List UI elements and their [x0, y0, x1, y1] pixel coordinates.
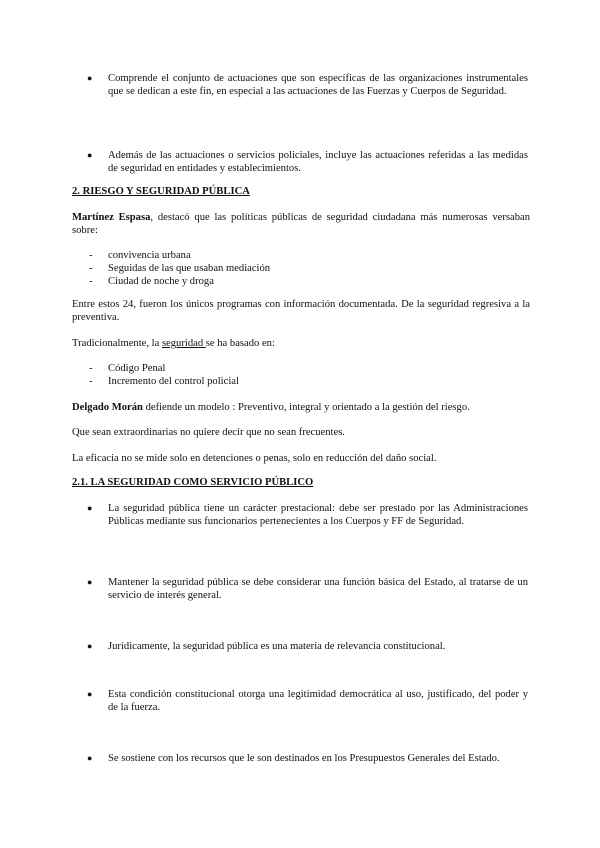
- bullet-text-3: La seguridad pública tiene un carácter prestacional: debe ser prestado por las Administraciones Públicas mediante sus funcionarios pertenecientes a los Cuerpos y FF de Seguridad.: [108, 503, 528, 527]
- dash-marker: -: [89, 276, 93, 287]
- list-item: Seguidas de las que usaban mediación: [108, 263, 271, 274]
- paragraph-entre: Entre estos 24, fueron los únicos programas con información documentada. De la seguridad regresiva a la preventiva.: [72, 299, 530, 323]
- dash-marker: -: [89, 263, 93, 274]
- paragraph-extraordinarias: Que sean extraordinarias no quiere decir que no sean frecuentes.: [72, 427, 345, 438]
- paragraph-tradicional: [72, 337, 530, 350]
- bullet-text-2: Además de las actuaciones o servicios policiales, incluye las actuaciones referidas a las medidas de seguridad en entidades y establecimientos.: [108, 150, 528, 174]
- paragraph-delgado: [72, 401, 530, 414]
- text-after: se ha basado en:: [205, 338, 275, 349]
- dash-marker: -: [89, 363, 93, 374]
- bullet-marker: ●: [87, 503, 93, 513]
- bullet-text-1: Comprende el conjunto de actuaciones que son específicas de las organizaciones instrumentales que se dedican a este fin, en especial a las actuaciones de las Fuerzas y Cuerpos de Seguridad.: [108, 73, 528, 97]
- bullet-text-6: Esta condición constitucional otorga una legitimidad democrática al uso, justificado, del poder y de la fuerza.: [108, 689, 528, 713]
- bullet-marker: ●: [87, 689, 93, 699]
- paragraph-text: , destacó que las políticas públicas de seguridad ciudadana más numerosas versaban sobre:: [72, 212, 531, 236]
- author-name: Martínez Espasa: [72, 212, 151, 223]
- bullet-marker: ●: [87, 577, 93, 587]
- author-name: Delgado Morán: [72, 402, 143, 413]
- bullet-text-4: Mantener la seguridad pública se debe considerar una función básica del Estado, al tratarse de un servicio de interés general.: [108, 577, 528, 601]
- dash-marker: -: [89, 250, 93, 261]
- bullet-marker: ●: [87, 753, 93, 763]
- dash-marker: -: [89, 376, 93, 387]
- section-heading-2: 2. RIESGO Y SEGURIDAD PÚBLICA: [72, 186, 250, 197]
- bullet-marker: ●: [87, 150, 93, 160]
- bullet-text-7: Se sostiene con los recursos que le son destinados en los Presupuestos Generales del Estado.: [108, 753, 500, 764]
- bullet-text-5: Jurídicamente, la seguridad pública es una materia de relevancia constitucional.: [108, 641, 446, 652]
- list-item: Ciudad de noche y droga: [108, 276, 214, 287]
- paragraph-martinez: [72, 211, 530, 237]
- paragraph-eficacia: La eficacia no se mide solo en detenciones o penas, solo en reducción del daño social.: [72, 453, 437, 464]
- underlined-term: seguridad: [161, 338, 206, 349]
- text-before: Tradicionalmente, la: [72, 338, 162, 349]
- list-item: Código Penal: [108, 363, 166, 374]
- paragraph-text: defiende un modelo : Preventivo, integral y orientado a la gestión del riesgo.: [142, 402, 470, 413]
- section-heading-2-1: 2.1. LA SEGURIDAD COMO SERVICIO PÚBLICO: [72, 477, 314, 488]
- list-item: convivencia urbana: [108, 250, 191, 261]
- bullet-marker: ●: [87, 73, 93, 83]
- bullet-marker: ●: [87, 641, 93, 651]
- list-item: Incremento del control policial: [108, 376, 239, 387]
